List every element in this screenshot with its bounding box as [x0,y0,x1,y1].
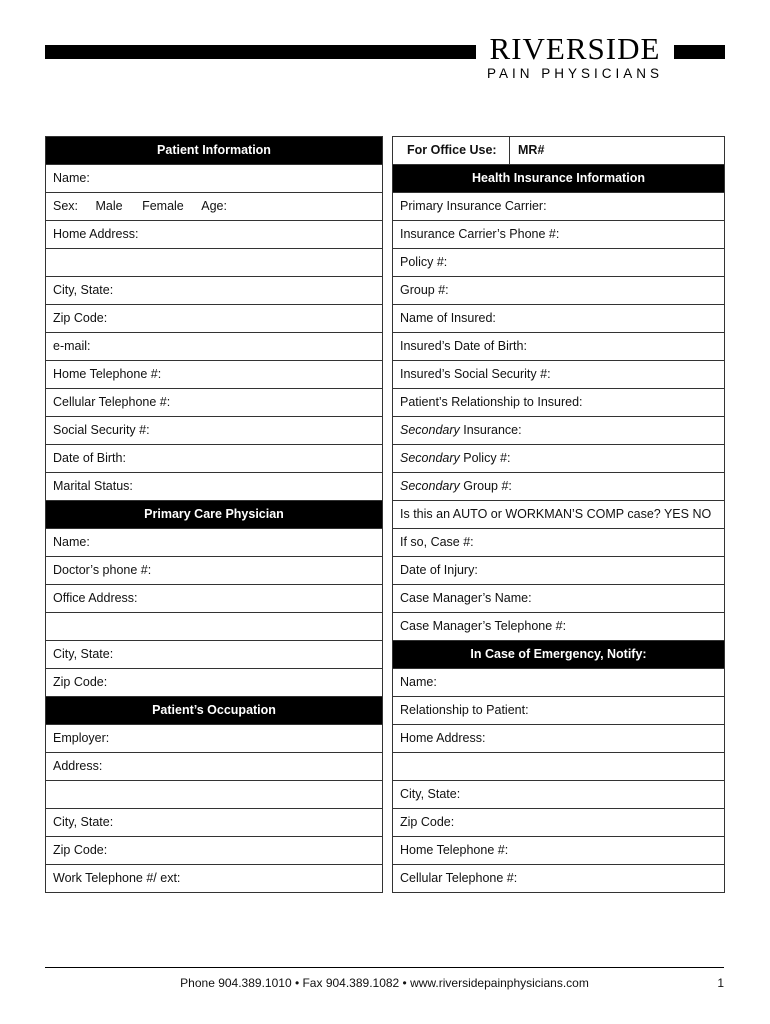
home-address-field[interactable]: Home Address: [46,221,382,249]
occupation-address-field[interactable]: Address: [46,753,382,781]
emergency-relationship-field[interactable]: Relationship to Patient: [393,697,724,725]
employer-field[interactable]: Employer: [46,725,382,753]
emergency-address-field[interactable]: Home Address: [393,725,724,753]
footer-contact: Phone 904.389.1010 • Fax 904.389.1082 • www.riversidepainphysicians.com [180,976,589,990]
sex-female-option[interactable]: Female [142,199,184,213]
secondary-insurance-field[interactable] [393,417,724,445]
secondary-word: Secondary [400,479,460,493]
patient-info-header: Patient Information [46,137,382,165]
sex-male-option[interactable]: Male [95,199,123,213]
work-telephone-field[interactable]: Work Telephone #/ ext: [46,865,382,893]
emergency-name-field[interactable]: Name: [393,669,724,697]
occupation-header: Patient’s Occupation [46,697,382,725]
pcp-office-address-field[interactable]: Office Address: [46,585,382,613]
secondary-policy-label: Policy #: [459,451,511,465]
pcp-city-state-field[interactable]: City, State: [46,641,382,669]
emergency-zip-code-field[interactable]: Zip Code: [393,809,724,837]
insured-ssn-field[interactable]: Insured’s Social Security #: [393,361,724,389]
emergency-address-line2-field[interactable] [393,753,724,781]
sex-age-field[interactable] [46,193,382,221]
office-use-row [393,137,724,165]
office-use-label: For Office Use: [393,137,510,164]
mr-number-field[interactable]: MR# [518,143,545,157]
page-number: 1 [717,976,724,990]
header-bar-left [45,45,476,59]
auto-comp-field[interactable]: Is this an AUTO or WORKMAN’S COMP case? YES NO [393,501,724,529]
header-bar-right [674,45,725,59]
pcp-zip-code-field[interactable]: Zip Code: [46,669,382,697]
injury-date-field[interactable]: Date of Injury: [393,557,724,585]
city-state-field[interactable]: City, State: [46,277,382,305]
left-form-column [45,136,383,893]
occupation-address-line2-field[interactable] [46,781,382,809]
policy-number-field[interactable]: Policy #: [393,249,724,277]
group-number-field[interactable]: Group #: [393,277,724,305]
home-telephone-field[interactable]: Home Telephone #: [46,361,382,389]
secondary-insurance-label: Insurance: [459,423,522,437]
right-form-column [392,136,725,893]
patient-name-field[interactable]: Name: [46,165,382,193]
carrier-phone-field[interactable]: Insurance Carrier’s Phone #: [393,221,724,249]
marital-status-field[interactable]: Marital Status: [46,473,382,501]
secondary-word: Secondary [400,451,460,465]
emergency-cell-phone-field[interactable]: Cellular Telephone #: [393,865,724,893]
case-manager-name-field[interactable]: Case Manager’s Name: [393,585,724,613]
emergency-header: In Case of Emergency, Notify: [393,641,724,669]
home-address-line2-field[interactable] [46,249,382,277]
insured-name-field[interactable]: Name of Insured: [393,305,724,333]
pcp-name-field[interactable]: Name: [46,529,382,557]
logo-name: RIVERSIDE [489,31,661,66]
relationship-to-insured-field[interactable]: Patient’s Relationship to Insured: [393,389,724,417]
logo [484,33,666,82]
insurance-header: Health Insurance Information [393,165,724,193]
footer-divider [45,967,724,968]
cellular-telephone-field[interactable]: Cellular Telephone #: [46,389,382,417]
pcp-phone-field[interactable]: Doctor’s phone #: [46,557,382,585]
secondary-policy-field[interactable] [393,445,724,473]
case-manager-phone-field[interactable]: Case Manager’s Telephone #: [393,613,724,641]
insured-dob-field[interactable]: Insured’s Date of Birth: [393,333,724,361]
emergency-city-state-field[interactable]: City, State: [393,781,724,809]
logo-tagline: PAIN PHYSICIANS [486,66,664,81]
secondary-word: Secondary [400,423,460,437]
primary-carrier-field[interactable]: Primary Insurance Carrier: [393,193,724,221]
pcp-office-address-line2-field[interactable] [46,613,382,641]
date-of-birth-field[interactable]: Date of Birth: [46,445,382,473]
pcp-header: Primary Care Physician [46,501,382,529]
occupation-city-state-field[interactable]: City, State: [46,809,382,837]
zip-code-field[interactable]: Zip Code: [46,305,382,333]
case-number-field[interactable]: If so, Case #: [393,529,724,557]
sex-label: Sex: [53,199,79,213]
emergency-home-phone-field[interactable]: Home Telephone #: [393,837,724,865]
social-security-field[interactable]: Social Security #: [46,417,382,445]
age-label: Age: [201,199,227,213]
occupation-zip-code-field[interactable]: Zip Code: [46,837,382,865]
email-field[interactable]: e-mail: [46,333,382,361]
secondary-group-label: Group #: [459,479,512,493]
secondary-group-field[interactable] [393,473,724,501]
